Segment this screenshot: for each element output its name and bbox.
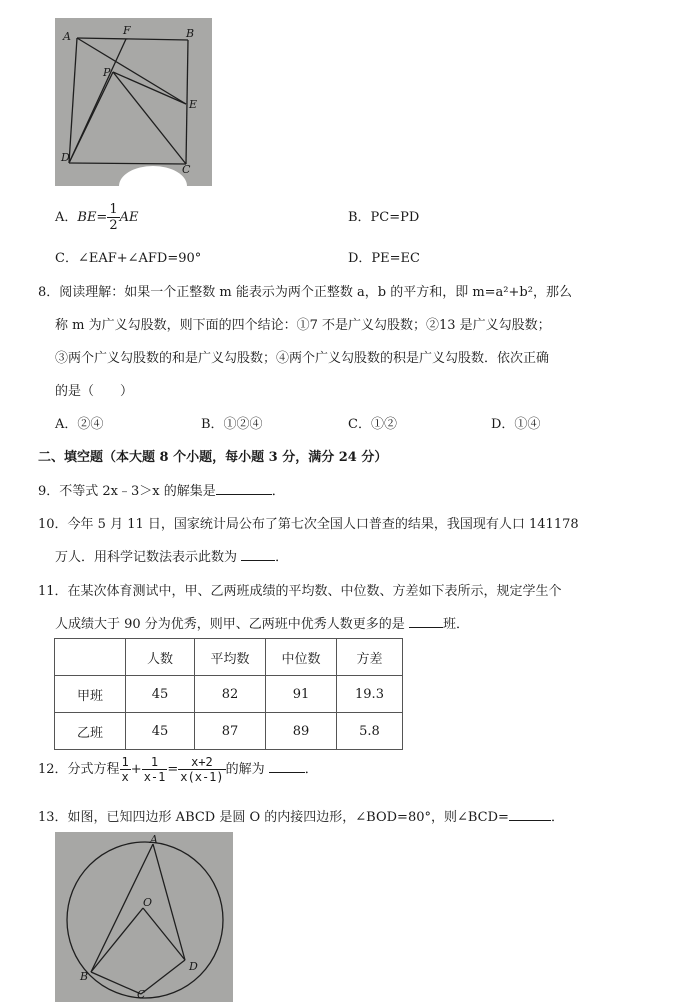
q13-text: 13．如图，已知四边形 ABCD 是圆 O 的内接四边形，∠BOD=80°，则∠BCD= ． (38, 810, 564, 825)
q8-option-b: B．①②④ (201, 417, 263, 432)
q11-line-2: 人成绩大于 90 分为优秀，则甲、乙两班中优秀人数更多的是 班． (55, 617, 469, 632)
table-cell: 19.3 (337, 676, 403, 713)
table-header (55, 639, 126, 676)
q7-option-a: A．BE= $\frac{1}{2}$ AE (55, 202, 139, 233)
label-P: P (103, 66, 111, 79)
q12-text: 12．分式方程 $\frac{1}{x}$ + $\frac{1}{x-1}$ = $\frac{x+2}{x(x-1)}$ 的解为 ． (38, 755, 318, 784)
label-E: E (189, 98, 198, 111)
q8-option-a: A．②④ (55, 417, 104, 432)
q8-option-d: D．①④ (491, 417, 541, 432)
table-header-row (55, 639, 403, 676)
table-header: 中位数 (266, 639, 337, 676)
table-cell: 87 (195, 713, 266, 750)
q8-line-1: 8．阅读理解：如果一个正整数 m 能表示为两个正整数 a，b 的平方和，即 m=a²+b²，那么 (38, 285, 572, 300)
label-C: C (137, 988, 146, 1001)
table-row (55, 713, 403, 750)
q8-option-c: C．①② (348, 417, 397, 432)
label-D: D (189, 960, 198, 973)
table-cell: 5.8 (337, 713, 403, 750)
q9-text: 9．不等式 2x﹣3＞x 的解集是 ． (38, 484, 285, 499)
table-cell: 91 (266, 676, 337, 713)
table-header: 人数 (126, 639, 195, 676)
figure-circle (55, 832, 233, 1002)
q10-line-1: 10．今年 5 月 11 日，国家统计局公布了第七次全国人口普查的结果，我国现有人口 141178 (38, 517, 579, 532)
q7-option-c: C．∠EAF+∠AFD=90° (55, 251, 202, 266)
table-cell: 甲班 (55, 676, 126, 713)
label-B: B (186, 27, 195, 40)
label-O: O (143, 896, 153, 909)
table-cell: 89 (266, 713, 337, 750)
table-cell: 45 (126, 676, 195, 713)
q11-line-1: 11．在某次体育测试中，甲、乙两班成绩的平均数、中位数、方差如下表所示，规定学生个 (38, 584, 562, 599)
table-cell: 乙班 (55, 713, 126, 750)
q13-answer-blank[interactable] (509, 819, 551, 821)
label-D: D (61, 151, 70, 164)
section-heading: 二、填空题（本大题 8 个小题，每小题 3 分，满分 24 分） (38, 450, 388, 465)
table-cell: 45 (126, 713, 195, 750)
label-A: A (150, 833, 158, 846)
q7-option-d: D．PE=EC (348, 251, 420, 266)
figure-square (55, 18, 212, 186)
table-header: 平均数 (195, 639, 266, 676)
q9-answer-blank[interactable] (216, 493, 272, 495)
q8-line-4: 的是（ ） (55, 384, 134, 399)
score-table (54, 638, 403, 750)
q8-line-2: 称 m 为广义勾股数，则下面的四个结论：①7 不是广义勾股数；②13 是广义勾股数； (55, 318, 551, 333)
table-row (55, 676, 403, 713)
q7-option-b: B．PC=PD (348, 210, 420, 225)
q10-answer-blank[interactable] (241, 559, 275, 561)
label-F: F (123, 24, 131, 37)
q12-answer-blank[interactable] (269, 771, 305, 773)
q8-line-3: ③两个广义勾股数的和是广义勾股数；④两个广义勾股数的积是广义勾股数．依次正确 (55, 351, 550, 366)
q11-answer-blank[interactable] (409, 626, 443, 628)
table-cell: 82 (195, 676, 266, 713)
label-B: B (80, 970, 89, 983)
table-header: 方差 (337, 639, 403, 676)
q10-line-2: 万人．用科学记数法表示此数为 ． (55, 550, 289, 565)
label-C: C (182, 163, 191, 176)
label-A: A (63, 30, 71, 43)
